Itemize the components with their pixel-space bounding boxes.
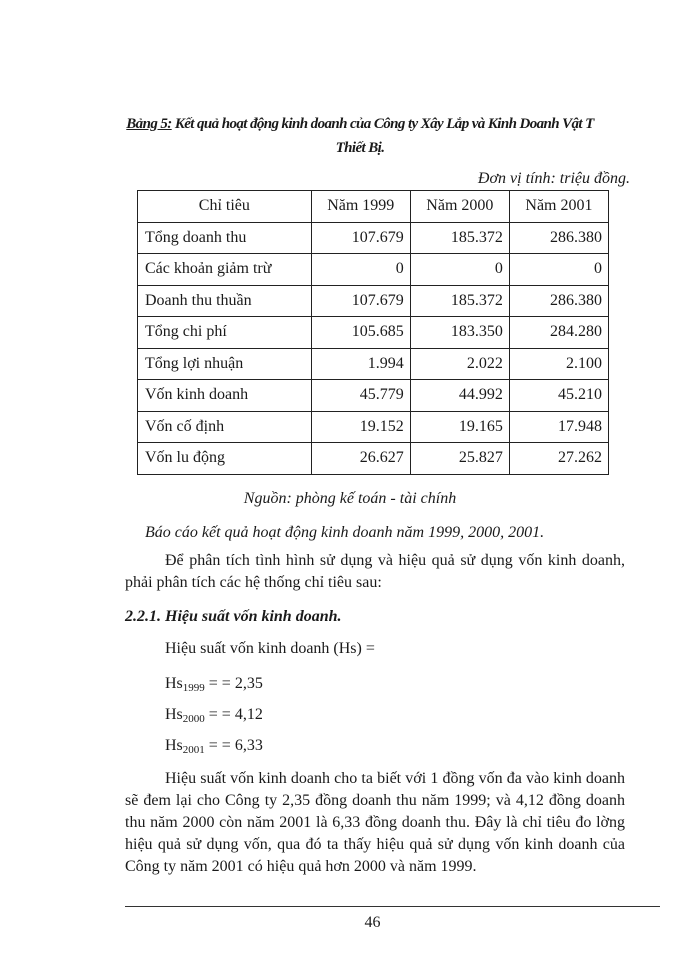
cell-2000: 185.372 (410, 285, 509, 317)
cell-2001: 286.380 (509, 285, 608, 317)
cell-2000: 44.992 (410, 380, 509, 412)
formula-year: 2000 (182, 713, 205, 725)
caption-text: Kết quả hoạt động kinh doanh của Công ty Xây Lắp và Kinh Doanh Vật T Thiết Bị. (171, 116, 594, 156)
table-caption (110, 112, 610, 160)
conclusion-paragraph (125, 768, 625, 878)
row-label: Các khoản giảm trừ (138, 254, 312, 286)
table-header-row (138, 191, 609, 223)
table-row (138, 380, 609, 412)
formula-line (165, 706, 263, 725)
cell-1999: 19.152 (311, 411, 410, 443)
header-year-2000: Năm 2000 (410, 191, 509, 223)
cell-2001: 45.210 (509, 380, 608, 412)
cell-2000: 185.372 (410, 222, 509, 254)
header-year-1999: Năm 1999 (311, 191, 410, 223)
cell-2000: 2.022 (410, 348, 509, 380)
cell-1999: 107.679 (311, 285, 410, 317)
cell-1999: 26.627 (311, 443, 410, 475)
cell-1999: 45.779 (311, 380, 410, 412)
header-indicator: Chỉ tiêu (138, 191, 312, 223)
cell-1999: 1.994 (311, 348, 410, 380)
cell-2001: 284.280 (509, 317, 608, 349)
formula-value: = = 6,33 (204, 737, 263, 754)
row-label: Vốn cố định (138, 411, 312, 443)
footer-divider (125, 906, 660, 907)
formula-prefix: Hs (165, 706, 183, 723)
header-year-2001: Năm 2001 (509, 191, 608, 223)
row-label: Vốn lu động (138, 443, 312, 475)
cell-2001: 286.380 (509, 222, 608, 254)
row-label: Tổng lợi nhuận (138, 348, 312, 380)
cell-1999: 107.679 (311, 222, 410, 254)
cell-1999: 0 (311, 254, 410, 286)
formula-prefix: Hs (165, 675, 183, 692)
section-heading: 2.2.1. Hiệu suất vốn kinh doanh. (125, 608, 342, 625)
report-note: Báo cáo kết quả hoạt động kinh doanh năm 1999, 2000, 2001. (145, 524, 545, 541)
cell-2001: 17.948 (509, 411, 608, 443)
formula-label: Hiệu suất vốn kinh doanh (Hs) = (165, 640, 375, 657)
table-row (138, 411, 609, 443)
business-results-table (137, 190, 609, 475)
table-row (138, 317, 609, 349)
table-row (138, 443, 609, 475)
cell-2000: 183.350 (410, 317, 509, 349)
table-row (138, 348, 609, 380)
formula-value: = = 2,35 (204, 675, 263, 692)
formula-value: = = 4,12 (204, 706, 263, 723)
row-label: Tổng doanh thu (138, 222, 312, 254)
formula-line (165, 737, 263, 756)
formula-year: 1999 (182, 682, 205, 694)
cell-2000: 25.827 (410, 443, 509, 475)
formula-year: 2001 (182, 744, 205, 756)
cell-2001: 27.262 (509, 443, 608, 475)
conclusion-text: Hiệu suất vốn kinh doanh cho ta biết với 1 đồng vốn đa vào kinh doanh sẽ đem lại cho Công ty 2,35 đồng doanh thu năm 1999; và 4,12 đồng doanh thu năm 2000 còn năm 2001 là 6,33 đồng doanh thu. Đây là chỉ tiêu đo lờng hiệu quả sử dụng vốn, qua đó ta thấy hiệu quả sử dụng vốn kinh doanh của Công ty năm 2001 có hiệu quả hơn 2000 và năm 1999. (125, 770, 625, 875)
table-row (138, 222, 609, 254)
caption-label: Bảng 5: (126, 116, 172, 132)
unit-note: Đơn vị tính: triệu đồng. (477, 170, 630, 187)
row-label: Doanh thu thuần (138, 285, 312, 317)
cell-1999: 105.685 (311, 317, 410, 349)
source-note: Nguồn: phòng kế toán - tài chính (243, 490, 457, 507)
table-row (138, 285, 609, 317)
cell-2000: 0 (410, 254, 509, 286)
row-label: Vốn kinh doanh (138, 380, 312, 412)
cell-2001: 2.100 (509, 348, 608, 380)
formula-line (165, 675, 263, 694)
page-number: 46 (364, 914, 381, 931)
table-row (138, 254, 609, 286)
row-label: Tổng chi phí (138, 317, 312, 349)
formula-prefix: Hs (165, 737, 183, 754)
cell-2001: 0 (509, 254, 608, 286)
intro-paragraph (125, 550, 625, 594)
intro-text: Để phân tích tình hình sử dụng và hiệu quả sử dụng vốn kinh doanh, phải phân tích các hệ thống chỉ tiêu sau: (125, 552, 625, 591)
cell-2000: 19.165 (410, 411, 509, 443)
